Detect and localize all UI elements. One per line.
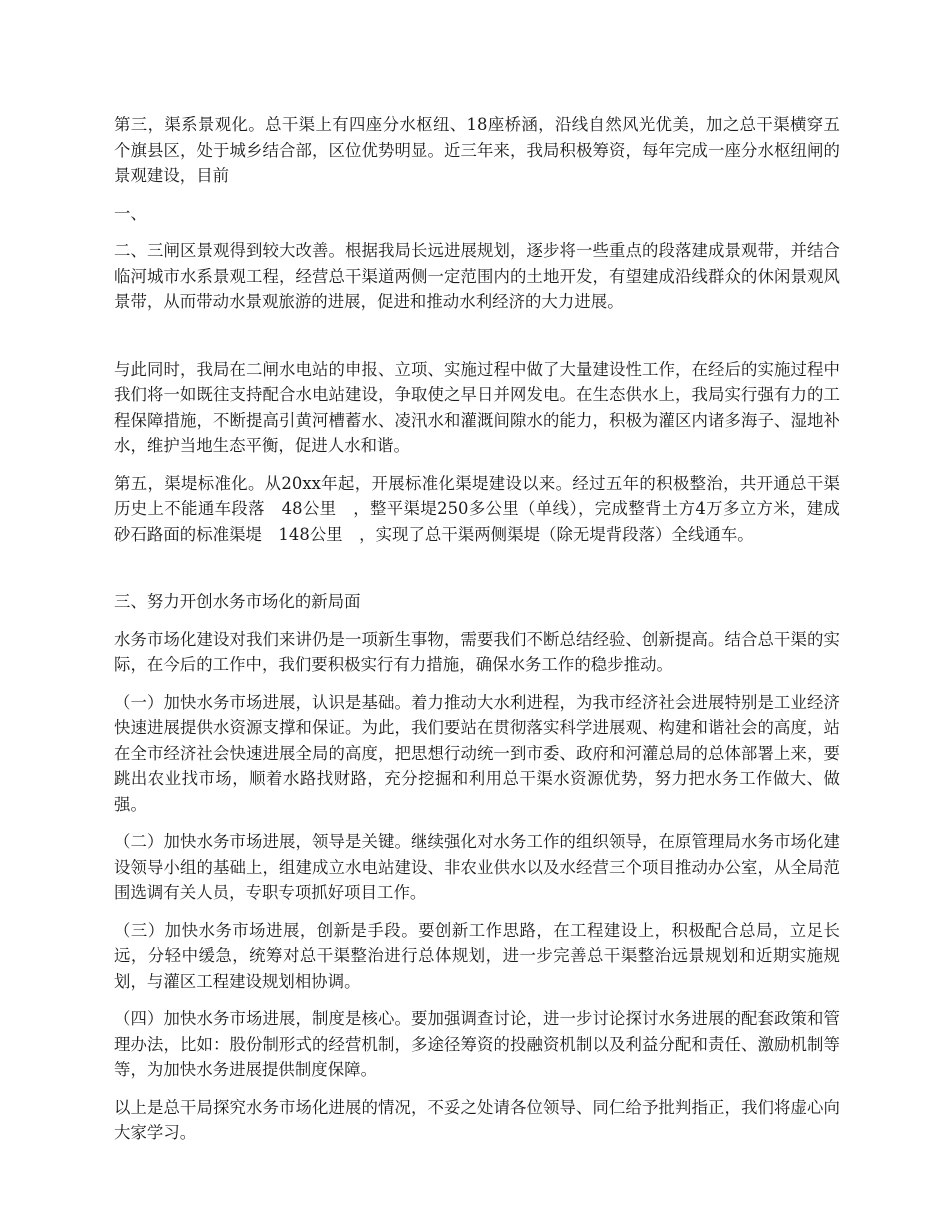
paragraph-point-two: （二）加快水务市场进展，领导是关键。继续强化对水务工作的组织领导，在原管理局水务市场化建设领导小组的基础上，组建成立水电站建设、非农业供水以及水经营三个项目推动办公室，从全局范围选调有关人员，专职专项抓好项目工作。: [114, 832, 840, 902]
paragraph-canal-landscape: 第三，渠系景观化。总干渠上有四座分水枢纽、18座桥涵，沿线自然风光优美，加之总干渠横穿五个旗县区，处于城乡结合部，区位优势明显。近三年来，我局积极筹资，每年完成一座分水枢纽闸的景观建设，目前: [114, 115, 840, 185]
spacer: [114, 547, 840, 589]
paragraph-point-three: （三）加快水务市场进展，创新是手段。要创新工作思路，在工程建设上，积极配合总局，立足长远，分轻中缓急，统筹对总干渠整治进行总体规划，进一步完善总干渠整治远景规划和近期实施规划，与灌区工程建设规划相协调。: [114, 920, 840, 991]
spacer: [114, 906, 840, 918]
paragraph-closing: 以上是总干局探究水务市场化进展的情况，不妥之处请各位领导、同仁给予批判指正，我们将虚心向大家学习。: [114, 1097, 840, 1142]
spacer: [114, 315, 840, 357]
section-heading-water-market: 三、努力开创水务市场化的新局面: [114, 592, 361, 611]
paragraph-item-two: 二、三闸区景观得到较大改善。根据我局长远进展规划，逐步将一些重点的段落建成景观带，并结合临河城市水系景观工程，经营总干渠道两侧一定范围内的土地开发，有望建成沿线群众的休闲景观风景带，从而带动水景观旅游的进展，促进和推动水利经济的大力进展。: [114, 241, 840, 311]
paragraph-hydropower: 与此同时，我局在二闸水电站的申报、立项、实施过程中做了大量建设性工作，在经后的实施过程中我们将一如既往支持配合水电站建设，争取使之早日并网发电。在生态供水上，我局实行强有力的工程保障措施，不断提高引黄河槽蓄水、凌汛水和灌溉间隙水的能力，积极为灌区内诸多海子、湿地补水，维护当地生态平衡，促进人水和谐。: [114, 359, 840, 455]
spacer: [114, 817, 840, 829]
spacer: [114, 189, 840, 201]
spacer: [114, 994, 840, 1006]
paragraph-market-intro: 水务市场化建设对我们来讲仍是一项新生事物，需要我们不断总结经验、创新提高。结合总干渠的实际，在今后的工作中，我们要积极实行有力措施，确保水务工作的稳步推动。: [114, 629, 840, 674]
paragraph-point-four: （四）加快水务市场进展，制度是核心。要加强调查讨论，进一步讨论探讨水务进展的配套政策和管理办法，比如：股份制形式的经营机制，多途径筹资的投融资机制以及利益分配和责任、激励机制等等，为加快水务进展提供制度保障。: [114, 1009, 840, 1079]
paragraph-embankment-standardization: 第五，渠堤标准化。从20xx年起，开展标准化渠堤建设以来。经过五年的积极整治，共开通总干渠历史上不能通车段落 48公里 ，整平渠堤250多公里（单线），完成整背土方4万多立方米，建成砂石路面的标准渠堤 148公里 ，实现了总干渠两侧渠堤（除无堤背段落）全线通车。: [114, 473, 840, 544]
document-page: [114, 112, 840, 1146]
spacer: [114, 1083, 840, 1095]
spacer: [114, 615, 840, 627]
paragraph-point-one: （一）加快水务市场进展，认识是基础。着力推动大水利进程，为我市经济社会进展特别是工业经济快速进展提供水资源支撑和保证。为此，我们要站在贯彻落实科学进展观、构建和谐社会的高度，站在全市经济社会快速进展全局的高度，把思想行动统一到市委、政府和河灌总局的总体部署上来，要跳出农业找市场，顺着水路找财路，充分挖掘和利用总干渠水资源优势，努力把水务工作做大、做强。: [114, 692, 840, 814]
paragraph-item-one: 一、: [114, 203, 147, 223]
spacer: [114, 678, 840, 690]
spacer: [114, 459, 840, 471]
spacer: [114, 226, 840, 238]
